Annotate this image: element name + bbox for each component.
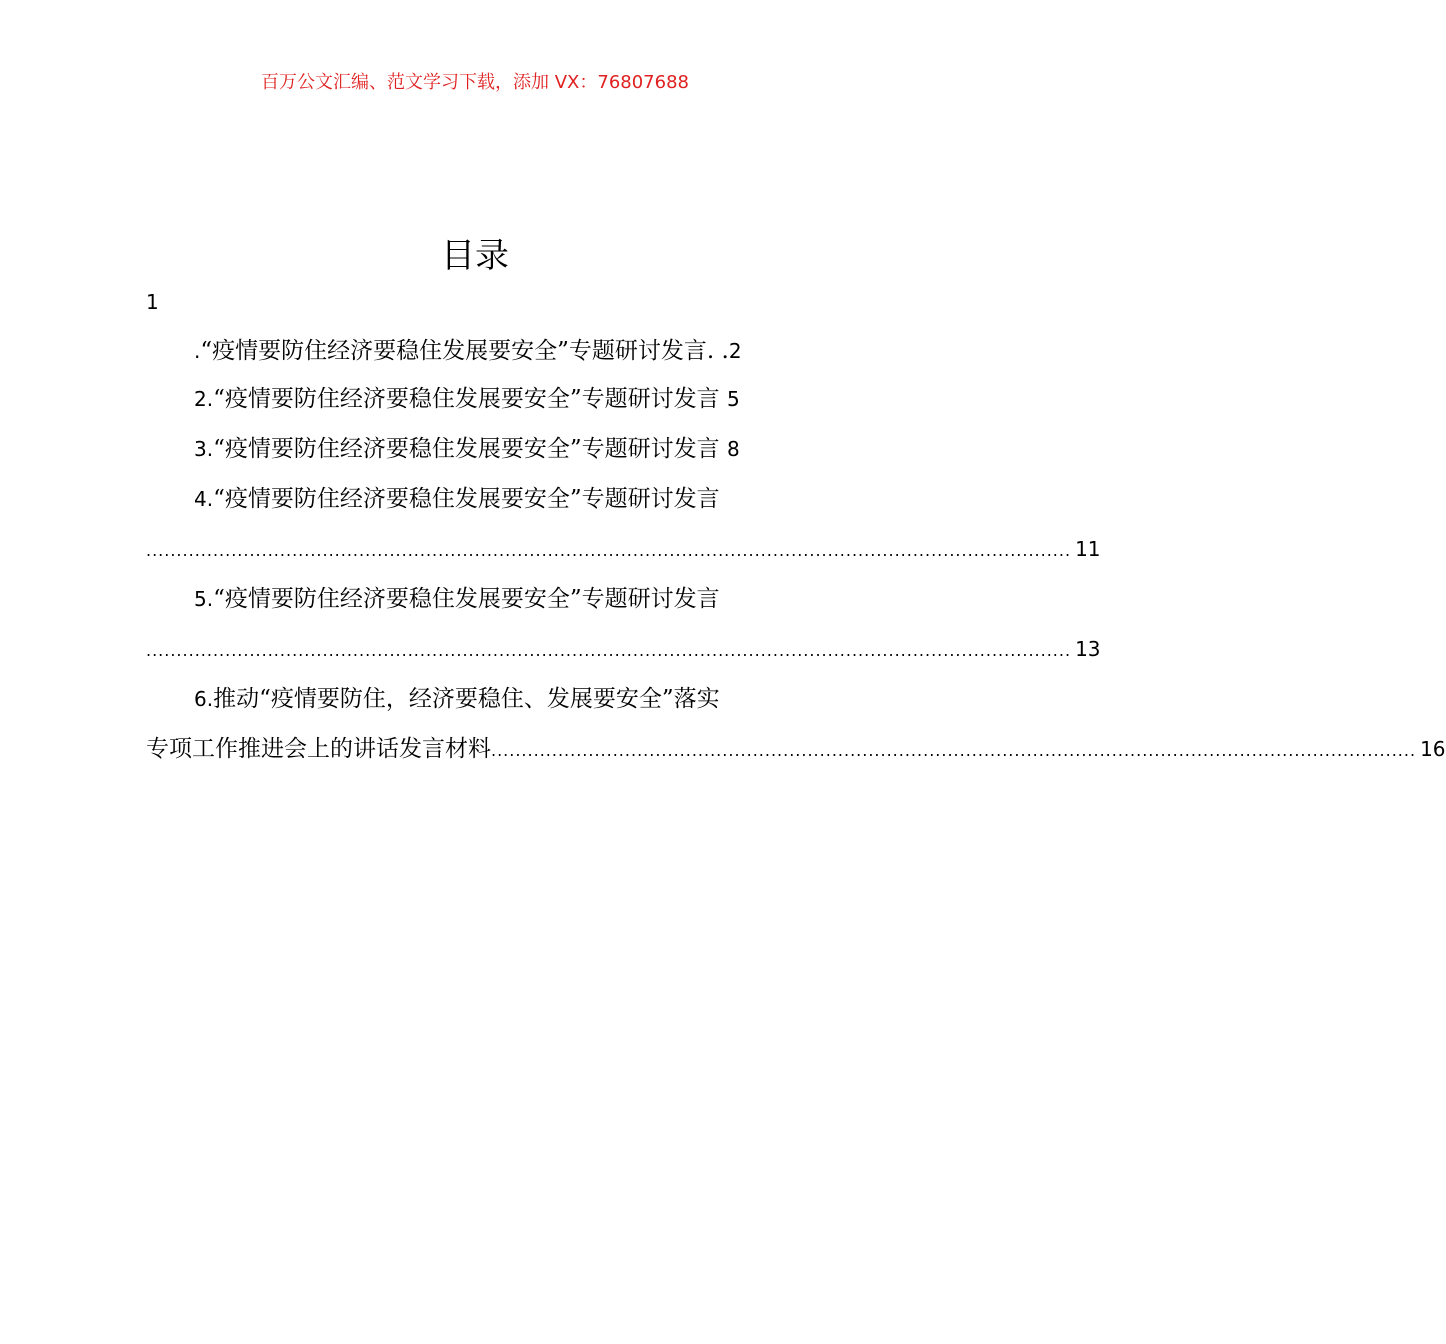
page-title: 目录: [441, 236, 509, 276]
toc-entry-page: 16: [1420, 737, 1446, 761]
toc-entry-2[interactable]: [146, 384, 806, 414]
toc-entry-page: 11: [1075, 537, 1101, 561]
toc-entry-6[interactable]: [146, 684, 806, 714]
toc-entry-title-cont: 专项工作推进会上的讲话发言材料: [146, 736, 491, 762]
toc-entry-4-leader[interactable]: [146, 534, 1101, 564]
toc-entry-3[interactable]: [146, 434, 806, 464]
toc-entry-title: “疫情要防住经济要稳住发展要安全”专题研讨发言: [213, 386, 720, 412]
watermark-header: 百万公文汇编、范文学习下载，添加 VX：76807688: [261, 72, 689, 93]
toc-entry-title: “疫情要防住经济要稳住发展要安全”专题研讨发言. .: [200, 338, 729, 364]
toc-entry-page: 2: [728, 339, 742, 363]
toc-entry-prefix: 6.: [194, 687, 214, 711]
toc-entry-4[interactable]: [146, 484, 806, 514]
toc-entry-page: 5: [726, 387, 740, 411]
toc-lead-number: 1: [146, 290, 159, 314]
dot-leader: ........................................................................................................................................................: [146, 541, 1072, 560]
toc-entry-title: “疫情要防住经济要稳住发展要安全”专题研讨发言: [213, 486, 720, 512]
dot-leader: ........................................................................................................................................................: [491, 741, 1417, 760]
toc-entry-5-leader[interactable]: [146, 634, 1101, 664]
toc-entry-title: 推动“疫情要防住，经济要稳住、发展要安全”落实: [213, 686, 720, 712]
toc-entry-prefix: 2.: [194, 387, 214, 411]
toc-entry-page: 13: [1075, 637, 1101, 661]
toc-entry-prefix: 3.: [194, 437, 214, 461]
toc-entry-title: “疫情要防住经济要稳住发展要安全”专题研讨发言: [213, 586, 720, 612]
dot-leader: ........................................................................................................................................................: [146, 641, 1072, 660]
toc-entry-prefix: .: [194, 339, 201, 363]
toc-entry-page: 8: [726, 437, 740, 461]
toc-entry-prefix: 5.: [194, 587, 214, 611]
toc-entry-title: “疫情要防住经济要稳住发展要安全”专题研讨发言: [213, 436, 720, 462]
toc-entry-6-leader[interactable]: [146, 734, 1446, 764]
toc-entry-1[interactable]: [146, 336, 806, 366]
toc-entry-5[interactable]: [146, 584, 806, 614]
toc-entry-prefix: 4.: [194, 487, 214, 511]
